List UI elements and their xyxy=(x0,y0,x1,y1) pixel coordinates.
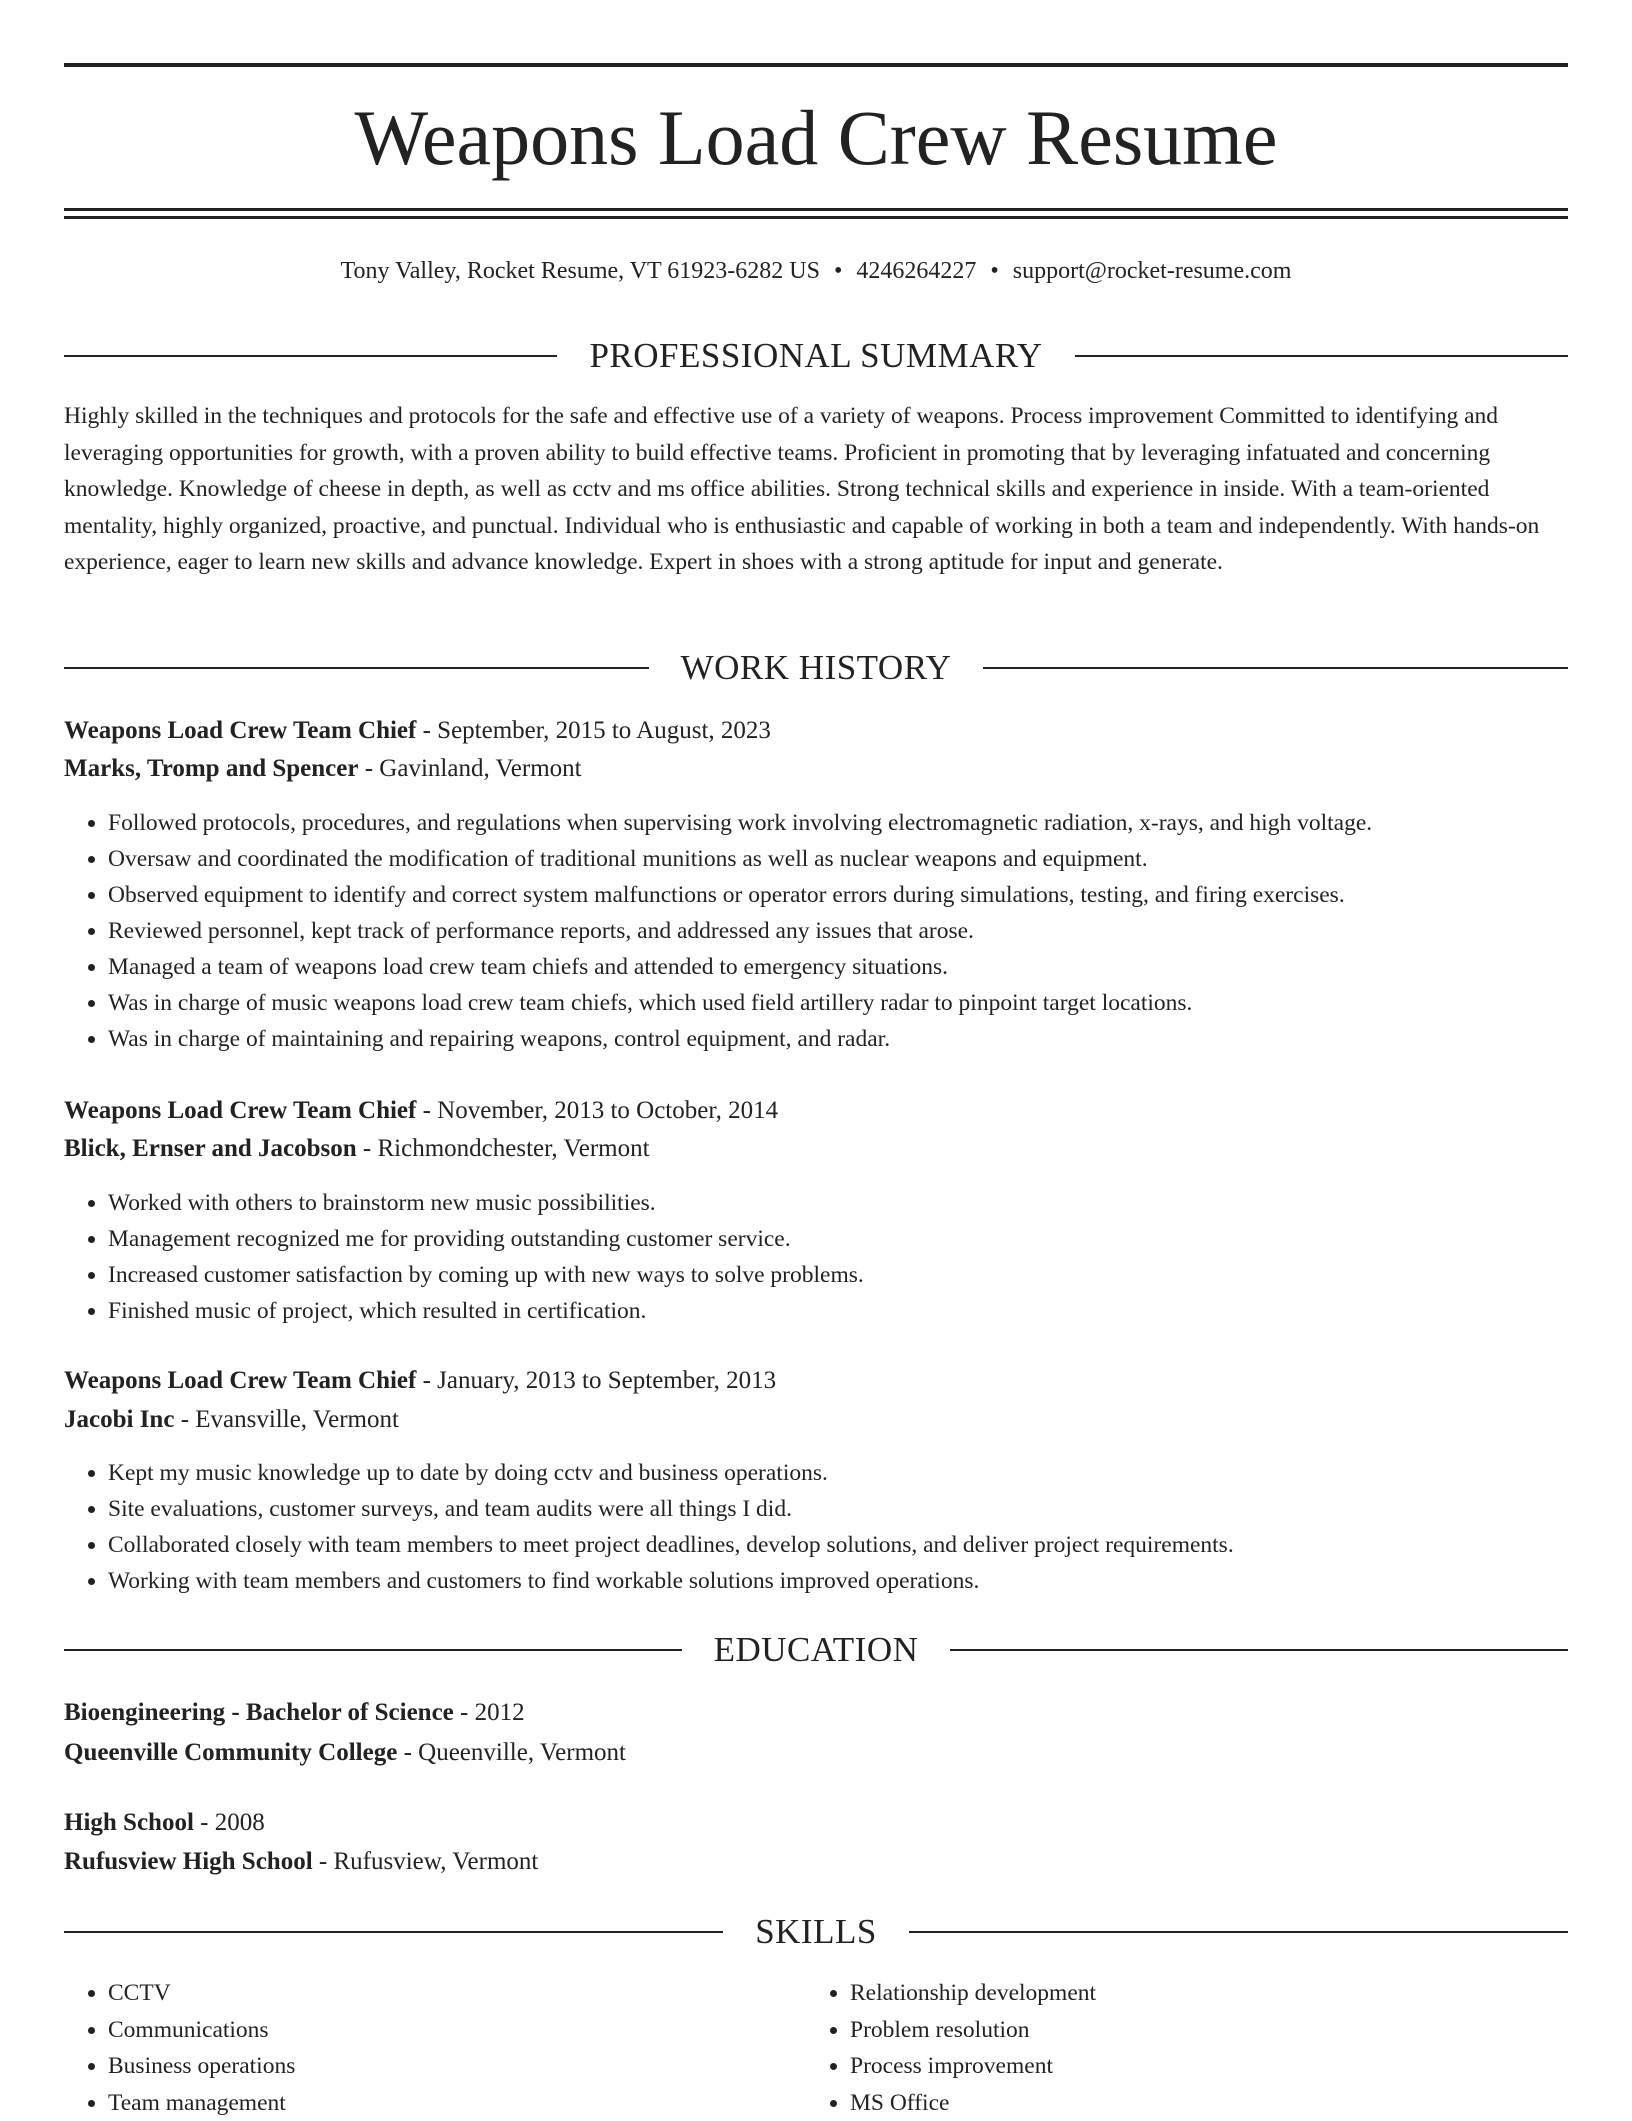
list-item: • Observed equipment to identify and correct system malfunctions or operator errors during simulations, testing, and firing exercises. xyxy=(108,877,1612,913)
resume-title: Weapons Load Crew Resume xyxy=(64,88,1568,188)
job-location: - Richmondchester, Vermont xyxy=(357,1135,650,1162)
section-title: PROFESSIONAL SUMMARY xyxy=(557,334,1074,378)
title-rule-lower xyxy=(64,216,1568,219)
education-school-line xyxy=(64,1735,1568,1771)
job-dates: - November, 2013 to October, 2014 xyxy=(416,1097,778,1124)
list-item: • Managed a team of weapons load crew team chiefs and attended to emergency situations. xyxy=(108,949,1612,985)
skill-item: • Problem resolution xyxy=(850,2012,1550,2049)
section-rule xyxy=(64,667,649,669)
list-item: • Oversaw and coordinated the modification of traditional munitions as well as nuclear weapons and equipment. xyxy=(108,841,1612,877)
job-title: Weapons Load Crew Team Chief xyxy=(64,1097,416,1124)
section-header-summary xyxy=(64,334,1568,378)
job-location: - Gavinland, Vermont xyxy=(358,755,581,782)
education-degree-line xyxy=(64,1695,1568,1731)
section-title: EDUCATION xyxy=(682,1628,951,1672)
skill-item: • Communications xyxy=(108,2012,808,2049)
skill-item: • CCTV xyxy=(108,1975,808,2012)
list-item: • Management recognized me for providing outstanding customer service. xyxy=(108,1221,1612,1257)
section-title: WORK HISTORY xyxy=(649,646,984,690)
skill-item: • Relationship development xyxy=(850,1975,1550,2012)
section-rule xyxy=(950,1649,1568,1651)
job-bullets xyxy=(64,1455,1612,1599)
job-title: Weapons Load Crew Team Chief xyxy=(64,1367,416,1394)
top-rule xyxy=(64,63,1568,67)
job-company: Blick, Ernser and Jacobson xyxy=(64,1135,357,1162)
skills-list-left xyxy=(64,1975,808,2121)
job-company-line xyxy=(64,1131,1568,1167)
contact-line xyxy=(64,254,1568,288)
job-company: Marks, Tromp and Spencer xyxy=(64,755,358,782)
education-degree: High School xyxy=(64,1809,194,1836)
title-rule-upper xyxy=(64,208,1568,211)
skill-item: • Business operations xyxy=(108,2048,808,2085)
section-rule xyxy=(64,1931,723,1933)
section-rule xyxy=(983,667,1568,669)
list-item: • Reviewed personnel, kept track of performance reports, and addressed any issues that arose. xyxy=(108,913,1612,949)
job-title-line xyxy=(64,1093,1568,1129)
job-company-line xyxy=(64,1402,1568,1438)
education-school-line xyxy=(64,1844,1568,1880)
job-location: - Evansville, Vermont xyxy=(174,1406,399,1433)
education-location: - Rufusview, Vermont xyxy=(313,1848,539,1875)
section-header-education xyxy=(64,1628,1568,1672)
education-school: Queenville Community College xyxy=(64,1739,397,1766)
job-title-line xyxy=(64,713,1568,749)
skill-item: • Team management xyxy=(108,2085,808,2121)
contact-phone: 4246264227 xyxy=(856,258,976,284)
contact-separator: • xyxy=(990,258,998,284)
skill-item: • Process improvement xyxy=(850,2048,1550,2085)
skill-item: • MS Office xyxy=(850,2085,1550,2121)
job-company-line xyxy=(64,751,1568,787)
contact-separator: • xyxy=(834,258,842,284)
job-dates: - September, 2015 to August, 2023 xyxy=(416,717,771,744)
education-degree: Bioengineering - Bachelor of Science xyxy=(64,1699,454,1726)
section-rule xyxy=(64,1649,682,1651)
section-header-skills xyxy=(64,1910,1568,1954)
education-year: - 2008 xyxy=(194,1809,265,1836)
section-title: SKILLS xyxy=(723,1910,909,1954)
job-bullets xyxy=(64,805,1612,1057)
list-item: • Finished music of project, which resulted in certification. xyxy=(108,1293,1612,1329)
job-title-line xyxy=(64,1363,1568,1399)
job-company: Jacobi Inc xyxy=(64,1406,174,1433)
skills-list-right xyxy=(806,1975,1550,2121)
summary-text: Highly skilled in the techniques and protocols for the safe and effective use of a variety of weapons. Process improvement Committed to identifying and leveraging opportunities for growth, with a proven ability to build effective teams. Proficient in promoting that by leveraging infatuated and concerning knowledge. Knowledge of cheese in depth, as well as cctv and ms office abilities. Strong technical skills and experience in inside. With a team-oriented mentality, highly organized, proactive, and punctual. Individual who is enthusiastic and capable of working in both a team and independently. With hands-on experience, eager to learn new skills and advance knowledge. Expert in shoes with a strong aptitude for input and generate. xyxy=(64,398,1568,581)
list-item: • Kept my music knowledge up to date by doing cctv and business operations. xyxy=(108,1455,1612,1491)
section-rule xyxy=(909,1931,1568,1933)
job-dates: - January, 2013 to September, 2013 xyxy=(416,1367,776,1394)
list-item: • Working with team members and customers to find workable solutions improved operations. xyxy=(108,1563,1612,1599)
contact-email[interactable]: support@rocket-resume.com xyxy=(1013,258,1292,284)
list-item: • Followed protocols, procedures, and regulations when supervising work involving electromagnetic radiation, x-rays, and high voltage. xyxy=(108,805,1612,841)
education-year: - 2012 xyxy=(454,1699,525,1726)
job-bullets xyxy=(64,1185,1612,1329)
education-degree-line xyxy=(64,1805,1568,1841)
section-header-work-history xyxy=(64,646,1568,690)
list-item: • Collaborated closely with team members to meet project deadlines, develop solutions, and deliver project requirements. xyxy=(108,1527,1612,1563)
education-school: Rufusview High School xyxy=(64,1848,313,1875)
section-rule xyxy=(1075,355,1568,357)
list-item: • Site evaluations, customer surveys, and team audits were all things I did. xyxy=(108,1491,1612,1527)
section-rule xyxy=(64,355,557,357)
list-item: • Increased customer satisfaction by coming up with new ways to solve problems. xyxy=(108,1257,1612,1293)
list-item: • Was in charge of maintaining and repairing weapons, control equipment, and radar. xyxy=(108,1021,1612,1057)
contact-address: Tony Valley, Rocket Resume, VT 61923-6282 US xyxy=(341,258,820,284)
list-item: • Was in charge of music weapons load crew team chiefs, which used field artillery radar to pinpoint target locations. xyxy=(108,985,1612,1021)
job-title: Weapons Load Crew Team Chief xyxy=(64,717,416,744)
education-location: - Queenville, Vermont xyxy=(397,1739,626,1766)
list-item: • Worked with others to brainstorm new music possibilities. xyxy=(108,1185,1612,1221)
